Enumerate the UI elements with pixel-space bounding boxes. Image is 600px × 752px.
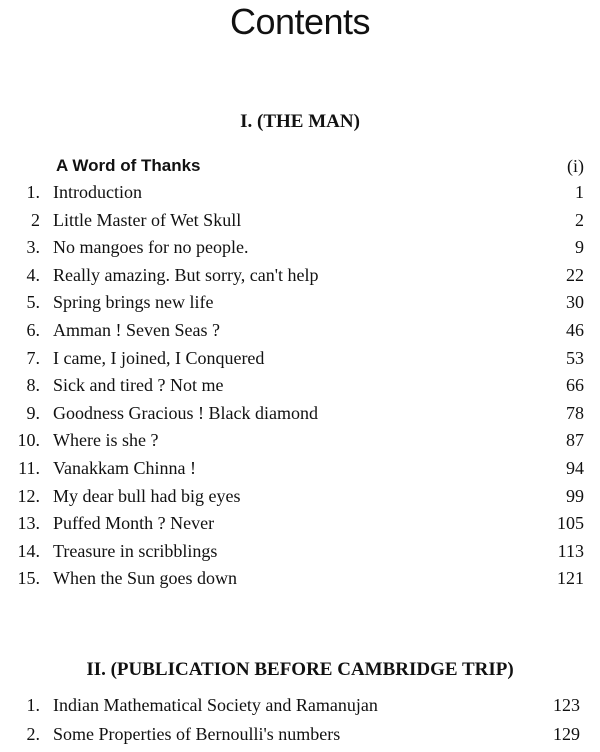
toc-entry-title: Indian Mathematical Society and Ramanujan bbox=[53, 695, 378, 715]
toc-entry-title: Goodness Gracious ! Black diamond bbox=[53, 402, 318, 423]
toc-entry-title: I came, I joined, I Conquered bbox=[53, 347, 265, 368]
toc-entry-title: Introduction bbox=[53, 182, 142, 202]
toc-entry-number: 10. bbox=[17, 430, 40, 451]
toc-entry[interactable] bbox=[0, 511, 600, 535]
toc-entry[interactable] bbox=[0, 484, 600, 508]
toc-entry-page: 99 bbox=[566, 485, 584, 506]
toc-entry-page: 87 bbox=[566, 430, 584, 451]
toc-entry[interactable] bbox=[0, 180, 600, 204]
toc-entry[interactable] bbox=[0, 346, 600, 370]
toc-entry-page: 22 bbox=[566, 264, 584, 285]
toc-entry-number: 12. bbox=[17, 485, 40, 506]
toc-entry-title: A Word of Thanks bbox=[56, 156, 201, 175]
toc-entry-page: 94 bbox=[566, 458, 584, 478]
toc-entry-page: 66 bbox=[566, 375, 584, 396]
toc-entry-page: 30 bbox=[566, 292, 584, 313]
toc-entry[interactable] bbox=[0, 235, 600, 259]
toc-entry[interactable] bbox=[0, 428, 600, 452]
toc-entry[interactable] bbox=[0, 290, 600, 314]
toc-entry-page: 113 bbox=[557, 540, 584, 561]
toc-entry-number: 1. bbox=[26, 182, 40, 202]
toc-entry[interactable] bbox=[0, 456, 600, 480]
toc-entry-number: 6. bbox=[26, 320, 40, 340]
page-title: Contents bbox=[229, 1, 371, 42]
toc-entry-page: 9 bbox=[575, 237, 584, 258]
toc-entry-page: 129 bbox=[553, 724, 580, 744]
toc-entry-number: 14. bbox=[17, 540, 40, 561]
toc-entry-title: Some Properties of Bernoulli's numbers bbox=[53, 724, 341, 744]
toc-entry-page: 123 bbox=[553, 695, 580, 715]
toc-entry-page: 2 bbox=[575, 209, 584, 230]
toc-entry-title: No mangoes for no people. bbox=[53, 237, 249, 258]
toc-entry-number: 2. bbox=[26, 724, 40, 744]
toc-entry[interactable] bbox=[0, 693, 600, 717]
toc-entry-number: 4. bbox=[26, 264, 40, 285]
toc-entry-title: Really amazing. But sorry, can't help bbox=[53, 264, 319, 285]
toc-entry-page: 78 bbox=[566, 402, 584, 423]
toc-entry-title: Vanakkam Chinna ! bbox=[53, 458, 196, 478]
toc-entry[interactable] bbox=[0, 566, 600, 590]
toc-entry[interactable] bbox=[0, 318, 600, 342]
toc-entry-number: 3. bbox=[26, 237, 40, 258]
toc-entry[interactable] bbox=[0, 722, 600, 746]
toc-entry-title: Puffed Month ? Never bbox=[53, 513, 215, 534]
toc-entry-number: 9. bbox=[26, 402, 40, 423]
toc-entry[interactable] bbox=[0, 208, 600, 232]
toc-entry-page: 53 bbox=[566, 347, 584, 368]
toc-entry-page: (i) bbox=[567, 156, 584, 176]
section-heading-2: II. (PUBLICATION BEFORE CAMBRIDGE TRIP) bbox=[86, 659, 514, 680]
toc-entry-page: 46 bbox=[566, 320, 584, 340]
toc-entry-intro[interactable] bbox=[0, 154, 600, 178]
toc-entry-title: My dear bull had big eyes bbox=[53, 485, 241, 506]
toc-entry[interactable] bbox=[0, 539, 600, 563]
toc-entry-number: 2 bbox=[31, 209, 40, 230]
toc-entry-page: 1 bbox=[575, 182, 584, 202]
section-heading-1: I. (THE MAN) bbox=[240, 111, 360, 132]
toc-entry[interactable] bbox=[0, 401, 600, 425]
toc-entry-number: 15. bbox=[17, 568, 40, 589]
toc-entry-number: 11. bbox=[18, 458, 40, 478]
toc-entry[interactable] bbox=[0, 373, 600, 397]
toc-entry-title: Spring brings new life bbox=[53, 292, 214, 313]
toc-entry[interactable] bbox=[0, 263, 600, 287]
toc-entry-title: Amman ! Seven Seas ? bbox=[53, 320, 220, 340]
toc-entry-title: Where is she ? bbox=[53, 430, 159, 451]
toc-entry-number: 5. bbox=[26, 292, 40, 313]
toc-entry-number: 7. bbox=[26, 347, 40, 368]
toc-entry-number: 13. bbox=[17, 513, 40, 534]
toc-entry-title: Little Master of Wet Skull bbox=[53, 209, 242, 230]
toc-entry-number: 1. bbox=[26, 695, 40, 715]
toc-entry-page: 105 bbox=[557, 513, 584, 534]
toc-entry-title: When the Sun goes down bbox=[53, 568, 237, 589]
toc-entry-title: Treasure in scribblings bbox=[53, 540, 218, 561]
toc-entry-number: 8. bbox=[26, 375, 40, 396]
toc-entry-title: Sick and tired ? Not me bbox=[53, 375, 224, 396]
toc-entry-page: 121 bbox=[557, 568, 584, 589]
